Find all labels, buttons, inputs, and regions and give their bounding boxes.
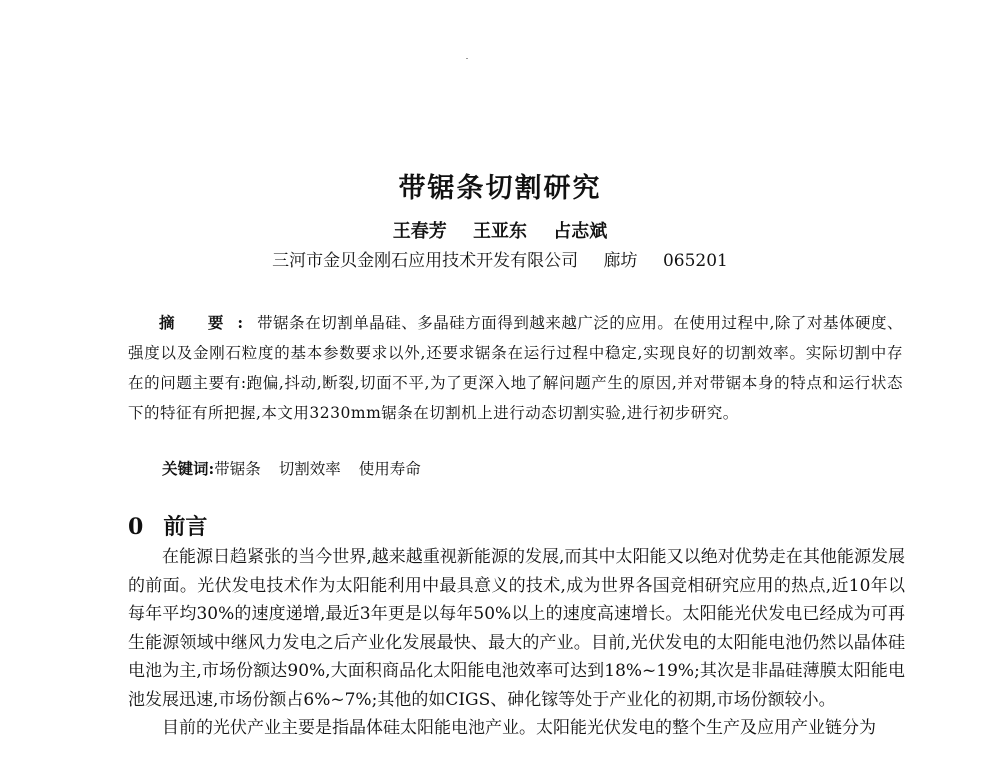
scan-speck (466, 58, 468, 59)
abstract (128, 308, 903, 428)
affiliation (0, 246, 1000, 271)
author-name: 王春芳 (392, 221, 447, 242)
body-paragraph: 目前的光伏产业主要是指晶体硅太阳能电池产业。太阳能光伏发电的整个生产及应用产业链分为 (162, 718, 876, 738)
section-number: 0 (128, 514, 144, 540)
abstract-text: 带锯条在切割单晶硅、多晶硅方面得到越来越广泛的应用。在使用过程中,除了对基体硬度、强度以及金刚石粒度的基本参数要求以外,还要求锯条在运行过程中稳定,实现良好的切割效率。实际切割中存在的问题主要有:跑偏,抖动,断裂,切面不平,为了更深入地了解问题产生的原因,并对带锯本身的特点和运行状态下的特征有所把握,本文用3230mm锯条在切割机上进行动态切割实验,进行初步研究。 (128, 314, 903, 422)
keywords (162, 457, 439, 479)
body-paragraph: 在能源日趋紧张的当今世界,越来越重视新能源的发展,而其中太阳能又以绝对优势走在其他能源发展的前面。光伏发电技术作为太阳能利用中最具意义的技术,成为世界各国竞相研究应用的热点,近10年以每年平均30%的速度递增,最近3年更是以每年50%以上的速度高速增长。太阳能光伏发电已经成为可再生能源领域中继风力发电之后产业化发展最快、最大的产业。目前,光伏发电的太阳能电池仍然以晶体硅电池为主,市场份额达90%,大面积商品化太阳能电池效率可达到18%~19%;其次是非晶硅薄膜太阳能电池发展迅速,市场份额占6%~7%;其他的如CIGS、砷化镓等处于产业化的初期,市场份额较小。 (128, 547, 905, 710)
affiliation-postcode: 065201 (662, 251, 728, 271)
section-body (128, 543, 905, 743)
author-list (0, 217, 1000, 243)
section-heading (128, 510, 207, 541)
keywords-label: 关键词: (162, 459, 215, 478)
section-title: 前言 (163, 514, 208, 540)
abstract-label: 摘 要: (159, 313, 258, 332)
affiliation-org: 三河市金贝金刚石应用技术开发有限公司 (272, 251, 579, 271)
author-name: 王亚东 (473, 221, 527, 242)
keyword: 带锯条 (214, 460, 261, 478)
affiliation-city: 廊坊 (603, 251, 638, 271)
author-name: 占志斌 (553, 221, 608, 242)
paper-title: 带锯条切割研究 (398, 173, 602, 204)
keyword: 使用寿命 (358, 460, 421, 478)
keyword: 切割效率 (278, 460, 341, 478)
